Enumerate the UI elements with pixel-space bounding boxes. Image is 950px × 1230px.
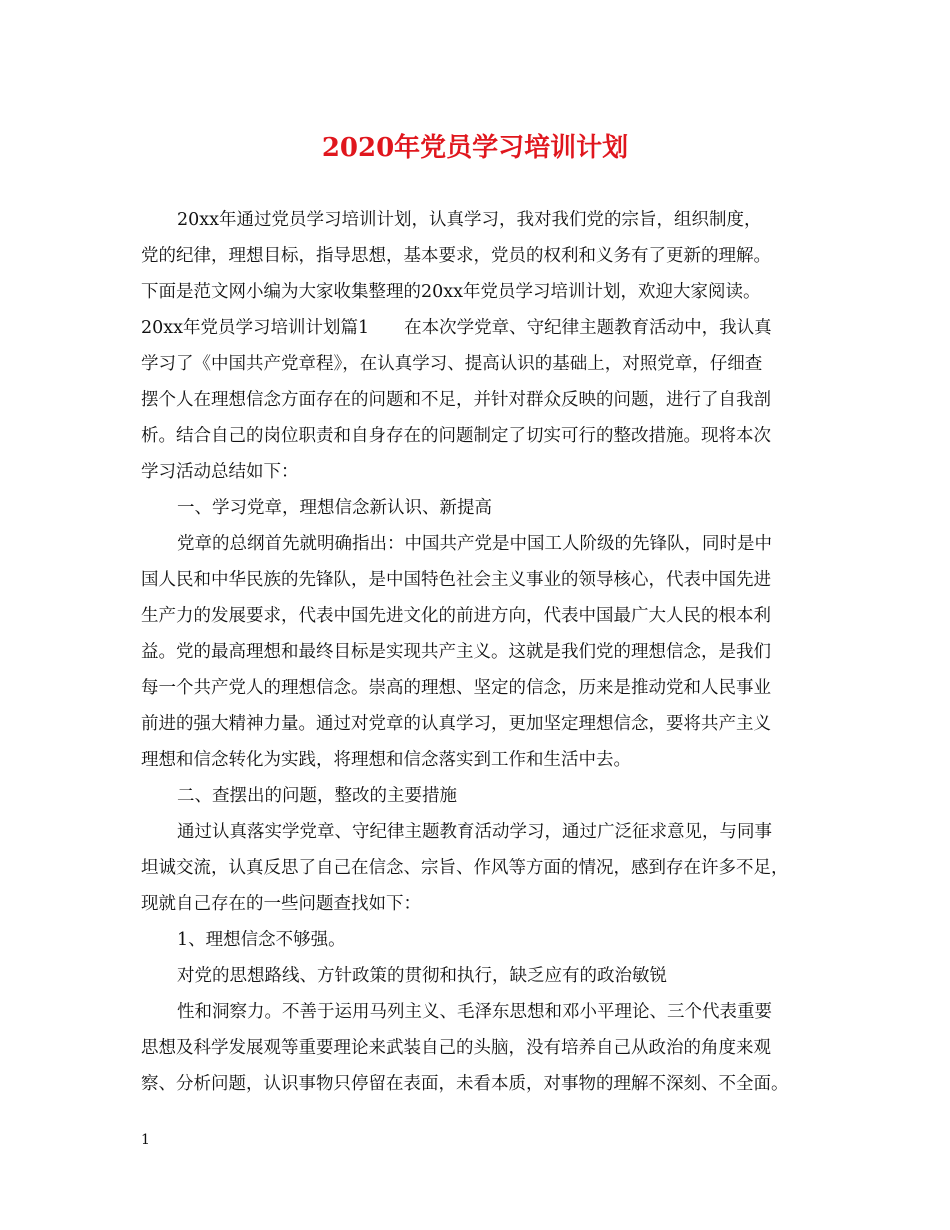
body-line: 益。党的最高理想和最终目标是实现共产主义。这就是我们党的理想信念，是我们 [141,642,771,662]
page-number: 1 [141,1132,150,1148]
body-line: 对党的思想路线、方针政策的贯彻和执行，缺乏应有的政治敏锐 [177,966,667,986]
document-title: 2020年党员学习培训计划 [321,133,629,163]
body-line: 下面是范文网小编为大家收集整理的20xx年党员学习培训计划，欢迎大家阅读。 [141,282,761,302]
body-line: 坦诚交流，认真反思了自己在信念、宗旨、作风等方面的情况，感到存在许多不足， [141,858,789,878]
section-heading: 一、学习党章，理想信念新认识、新提高 [177,498,492,518]
body-line: 党章的总纲首先就明确指出：中国共产党是中国工人阶级的先锋队，同时是中 [177,534,772,554]
body-line: 20xx年党员学习培训计划篇1 在本次学党章、守纪律主题教育活动中，我认真 [141,318,772,338]
section-heading: 二、查摆出的问题，整改的主要措施 [177,786,457,806]
body-line: 20xx年通过党员学习培训计划，认真学习，我对我们党的宗旨，组织制度， [177,210,762,230]
body-line: 摆个人在理想信念方面存在的问题和不足，并针对群众反映的问题，进行了自我剖 [141,390,771,410]
body-line: 理想和信念转化为实践，将理想和信念落实到工作和生活中去。 [141,750,631,770]
body-line: 现就自己存在的一些问题查找如下： [141,894,421,914]
body-line: 思想及科学发展观等重要理论来武装自己的头脑，没有培养自己从政治的角度来观 [141,1038,771,1058]
list-item: 1、理想信念不够强。 [177,930,346,950]
body-line: 察、分析问题，认识事物只停留在表面，未看本质，对事物的理解不深刻、不全面。 [141,1074,789,1094]
document-body [141,202,821,1102]
body-line: 性和洞察力。不善于运用马列主义、毛泽东思想和邓小平理论、三个代表重要 [177,1002,772,1022]
body-line: 党的纪律，理想目标，指导思想，基本要求，党员的权利和义务有了更新的理解。 [141,246,771,266]
body-line: 生产力的发展要求，代表中国先进文化的前进方向，代表中国最广大人民的根本利 [141,606,771,626]
body-line: 前进的强大精神力量。通过对党章的认真学习，更加坚定理想信念，要将共产主义 [141,714,771,734]
body-line: 学习活动总结如下： [141,462,299,482]
body-line: 通过认真落实学党章、守纪律主题教育活动学习，通过广泛征求意见，与同事 [177,822,772,842]
body-line: 每一个共产党人的理想信念。崇高的理想、坚定的信念，历来是推动党和人民事业 [141,678,771,698]
body-line: 学习了《中国共产党章程》，在认真学习、提高认识的基础上，对照党章，仔细查 [141,354,763,374]
body-line: 析。结合自己的岗位职责和自身存在的问题制定了切实可行的整改措施。现将本次 [141,426,771,446]
body-line: 国人民和中华民族的先锋队，是中国特色社会主义事业的领导核心，代表中国先进 [141,570,771,590]
